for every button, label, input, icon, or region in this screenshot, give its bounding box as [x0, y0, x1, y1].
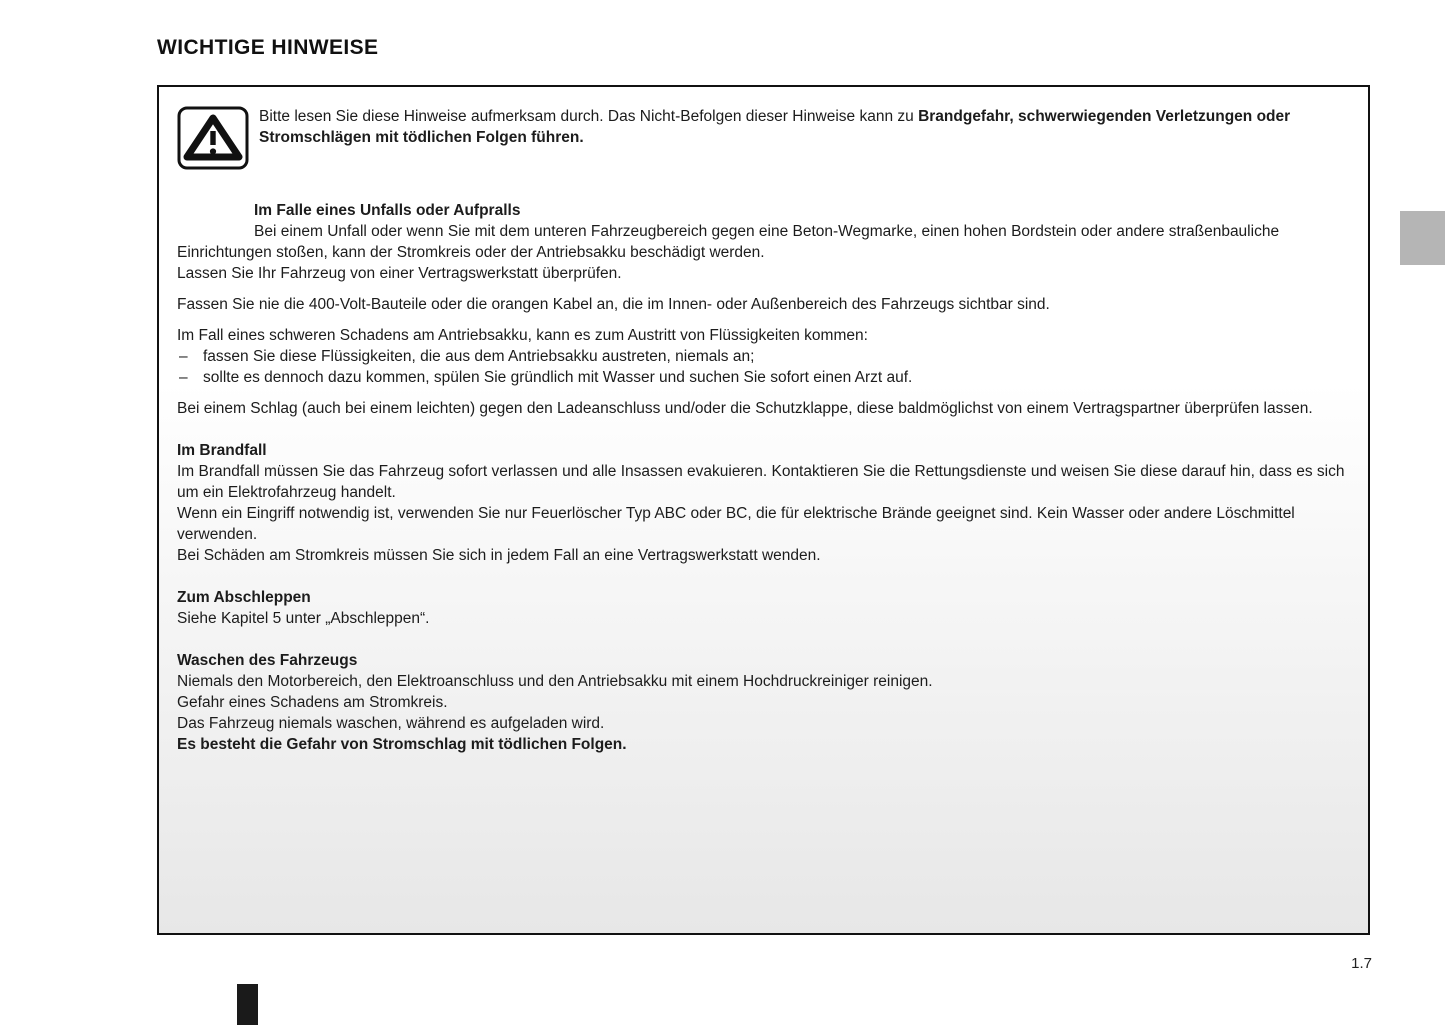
warning-triangle-icon — [177, 104, 259, 176]
print-binding-mark — [237, 984, 258, 1025]
section-heading-fire: Im Brandfall — [177, 442, 267, 459]
paragraph-leak-intro: Im Fall eines schweren Schadens am Antriebsakku, kann es zum Austritt von Flüssigkeiten kommen: — [177, 327, 868, 344]
paragraph-washing-2: Gefahr eines Schadens am Stromkreis. — [177, 694, 448, 711]
paragraph-towing: Siehe Kapitel 5 unter „Abschleppen“. — [177, 610, 430, 627]
list-item — [177, 367, 1353, 388]
intro-text: Bitte lesen Sie diese Hinweise aufmerksam durch. Das Nicht-Befolgen dieser Hinweise kann zu — [259, 108, 919, 125]
paragraph-accident-check: Lassen Sie Ihr Fahrzeug von einer Vertragswerkstatt überprüfen. — [177, 265, 622, 282]
paragraph-volt-warning: Fassen Sie nie die 400-Volt-Bauteile oder die orangen Kabel an, die im Innen- oder Außenbereich des Fahrzeugs sichtbar sind. — [177, 296, 1050, 313]
section-heading-washing: Waschen des Fahrzeugs — [177, 652, 358, 669]
page-number: 1.7 — [1351, 955, 1372, 972]
chapter-side-tab — [1400, 211, 1445, 265]
intro-row — [177, 104, 1353, 176]
paragraph-washing-warning: Es besteht die Gefahr von Stromschlag mit tödlichen Folgen. — [177, 736, 627, 753]
paragraph-impact: Bei einem Schlag (auch bei einem leichten) gegen den Ladeanschluss und/oder die Schutzklappe, diese baldmöglichst von einem Vertragspartner überprüfen lassen. — [177, 400, 1313, 417]
warning-box — [157, 85, 1370, 935]
intro-paragraph — [259, 104, 1353, 148]
section-heading-accident: Im Falle eines Unfalls oder Aufpralls — [254, 202, 521, 219]
page-title: WICHTIGE HINWEISE — [157, 36, 379, 59]
section-heading-towing: Zum Abschleppen — [177, 589, 311, 606]
list-item — [177, 346, 1353, 367]
paragraph-washing-3: Das Fahrzeug niemals waschen, während es aufgeladen wird. — [177, 715, 605, 732]
paragraph-accident-body: Bei einem Unfall oder wenn Sie mit dem unteren Fahrzeugbereich gegen eine Beton-Wegmarke, einen hohen Bordstein oder andere straßenbauliche Einrichtungen stoßen, kann der Stromkreis oder der Antriebsakku beschädigt werden. — [177, 223, 1280, 261]
intro-text-bold: Brandgefahr, schwerwiegenden Verletzungen oder Stromschlägen mit tödlichen Folgen führen. — [259, 108, 1291, 146]
list-item-text: fassen Sie diese Flüssigkeiten, die aus dem Antriebsakku austreten, niemals an; — [203, 348, 755, 365]
paragraph-fire-1: Im Brandfall müssen Sie das Fahrzeug sofort verlassen und alle Insassen evakuieren. Kontaktieren Sie die Rettungsdienste und weisen Sie diese darauf hin, dass es sich um ein Elektrofahrzeug handelt. — [177, 463, 1345, 501]
list-item-text: sollte es dennoch dazu kommen, spülen Sie gründlich mit Wasser und suchen Sie sofort einen Arzt auf. — [203, 369, 913, 386]
paragraph-washing-1: Niemals den Motorbereich, den Elektroanschluss und den Antriebsakku mit einem Hochdruckreiniger reinigen. — [177, 673, 933, 690]
dash-bullet: – — [179, 348, 188, 365]
paragraph-fire-3: Bei Schäden am Stromkreis müssen Sie sich in jedem Fall an eine Vertragswerkstatt wenden. — [177, 547, 821, 564]
dash-bullet: – — [179, 369, 188, 386]
paragraph-fire-2: Wenn ein Eingriff notwendig ist, verwenden Sie nur Feuerlöscher Typ ABC oder BC, die für elektrische Brände geeignet sind. Kein Wasser oder andere Löschmittel verwenden. — [177, 505, 1295, 543]
